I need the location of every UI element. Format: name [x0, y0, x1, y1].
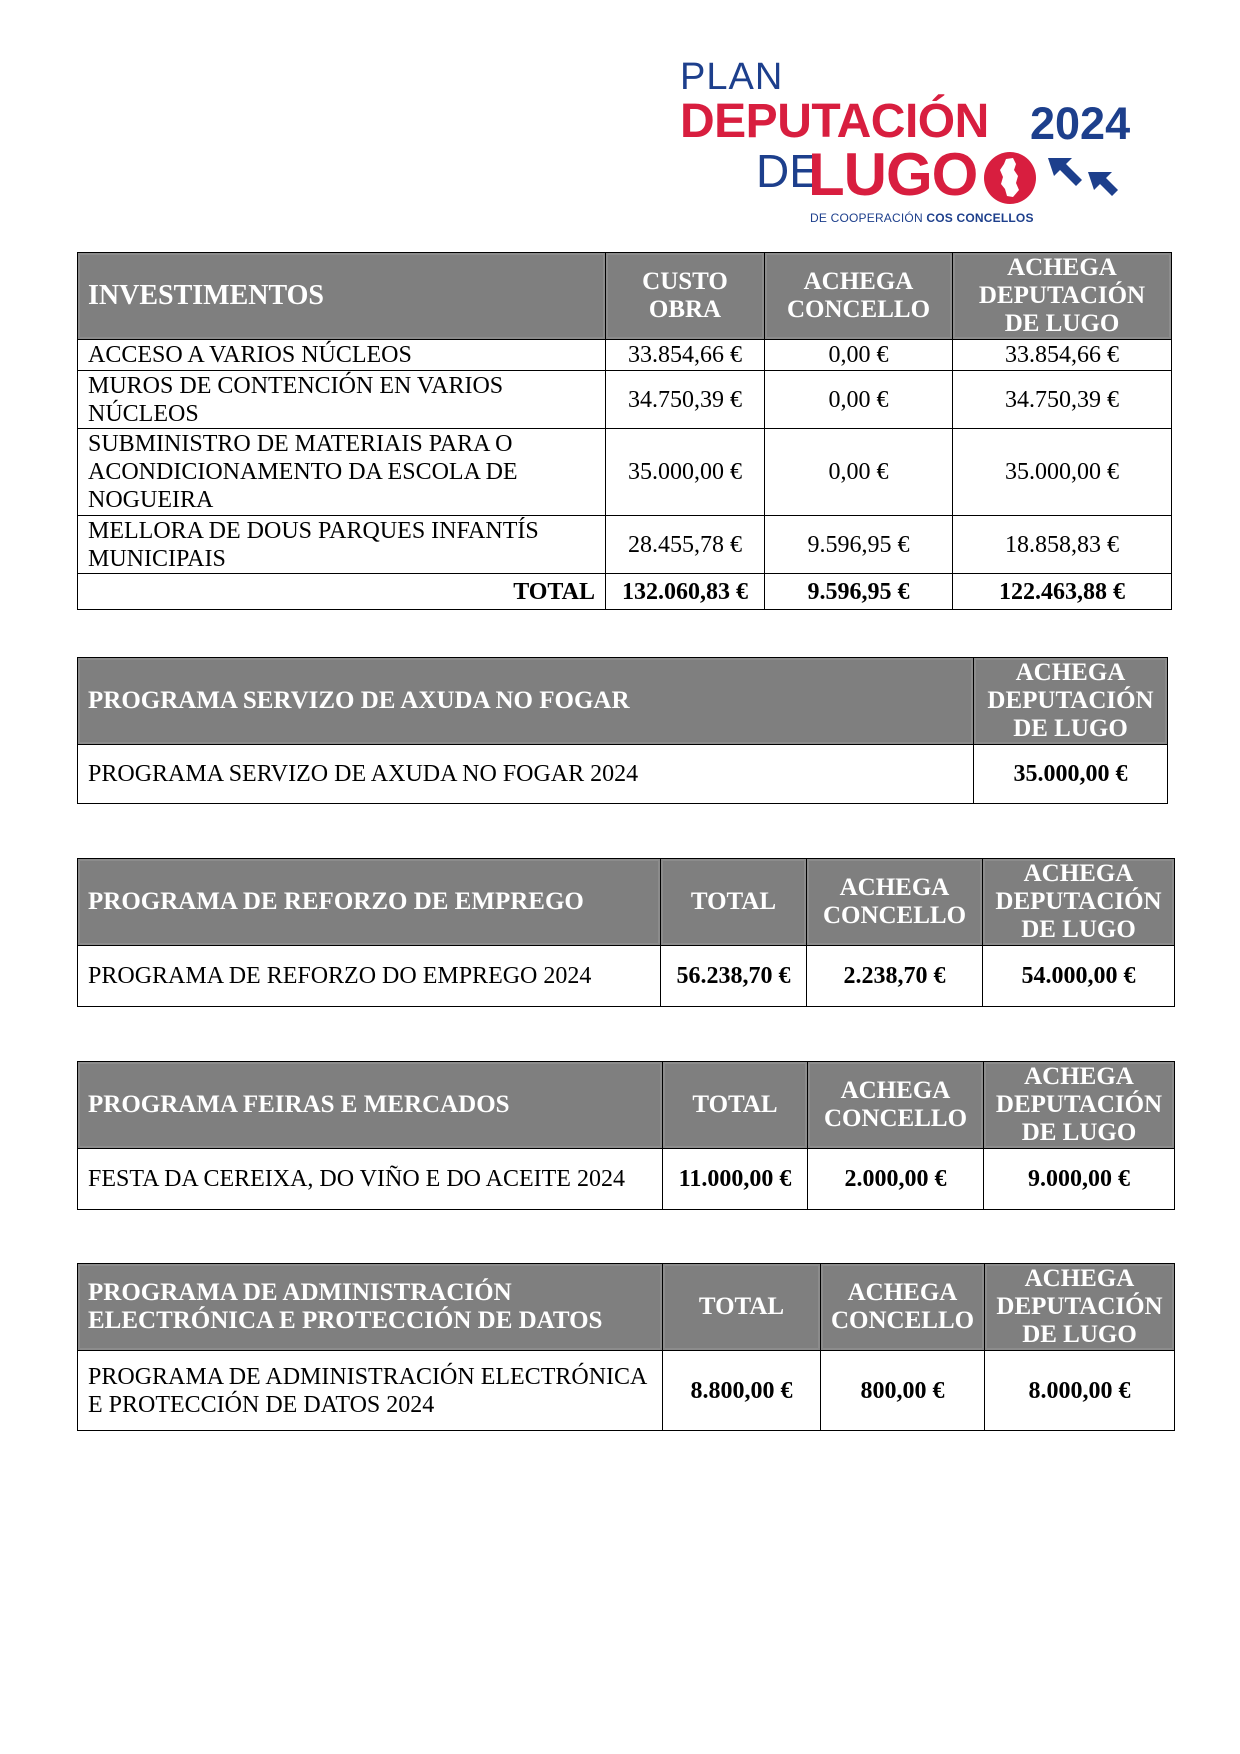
investimentos-table: [77, 252, 1172, 610]
row-total: 56.238,70 €: [661, 946, 807, 1007]
row-custo: 35.000,00 €: [606, 429, 765, 516]
row-concello: 2.000,00 €: [808, 1149, 984, 1210]
row-description: SUBMINISTRO DE MATERIAIS PARA O ACONDICIONAMENTO DA ESCOLA DE NOGUEIRA: [78, 429, 606, 516]
header-achega-deputacion: ACHEGA DEPUTACIÓN DE LUGO: [974, 658, 1168, 745]
row-description: ACCESO A VARIOS NÚCLEOS: [78, 340, 606, 371]
row-custo: 34.750,39 €: [606, 371, 765, 429]
row-description: PROGRAMA DE REFORZO DO EMPREGO 2024: [78, 946, 661, 1007]
row-deputacion: 18.858,83 €: [953, 516, 1172, 574]
total-concello: 9.596,95 €: [765, 574, 953, 610]
logo-year-text: 2024: [1030, 98, 1131, 149]
header-programa-administracion: PROGRAMA DE ADMINISTRACIÓN ELECTRÓNICA E PROTECCIÓN DE DATOS: [78, 1264, 663, 1351]
administracion-electronica-table: [77, 1263, 1175, 1431]
header-custo-obra: CUSTO OBRA: [606, 253, 765, 340]
header-achega-deputacion: ACHEGA DEPUTACIÓN DE LUGO: [953, 253, 1172, 340]
table-header-row: [78, 253, 1172, 340]
header-achega-concello: ACHEGA CONCELLO: [807, 859, 983, 946]
table-row: [78, 1149, 1175, 1210]
row-custo: 28.455,78 €: [606, 516, 765, 574]
row-deputacion: 9.000,00 €: [984, 1149, 1175, 1210]
header-achega-concello: ACHEGA CONCELLO: [808, 1062, 984, 1149]
logo-deputacion-text: DEPUTACIÓN: [680, 95, 989, 148]
row-custo: 33.854,66 €: [606, 340, 765, 371]
header-achega-deputacion: ACHEGA DEPUTACIÓN DE LUGO: [985, 1264, 1175, 1351]
table-row: [78, 429, 1172, 516]
header-investimentos: INVESTIMENTOS: [78, 253, 606, 340]
row-deputacion: 54.000,00 €: [983, 946, 1175, 1007]
row-deputacion: 33.854,66 €: [953, 340, 1172, 371]
table-header-row: [78, 658, 1168, 745]
arrows-icon: [1042, 154, 1118, 200]
row-description: PROGRAMA SERVIZO DE AXUDA NO FOGAR 2024: [78, 745, 974, 804]
table-row: [78, 1351, 1175, 1431]
row-concello: 2.238,70 €: [807, 946, 983, 1007]
row-concello: 0,00 €: [765, 429, 953, 516]
logo-plan-text: PLAN: [680, 56, 784, 98]
reforzo-emprego-table: [77, 858, 1175, 1007]
row-description: PROGRAMA DE ADMINISTRACIÓN ELECTRÓNICA E PROTECCIÓN DE DATOS 2024: [78, 1351, 663, 1431]
header-achega-deputacion: ACHEGA DEPUTACIÓN DE LUGO: [983, 859, 1175, 946]
header-total: TOTAL: [661, 859, 807, 946]
header-programa-reforzo: PROGRAMA DE REFORZO DE EMPREGO: [78, 859, 661, 946]
total-deputacion: 122.463,88 €: [953, 574, 1172, 610]
total-row: [78, 574, 1172, 610]
row-description: MUROS DE CONTENCIÓN EN VARIOS NÚCLEOS: [78, 371, 606, 429]
logo-lugo-text: LUGO: [808, 141, 978, 208]
row-description: MELLORA DE DOUS PARQUES INFANTÍS MUNICIPAIS: [78, 516, 606, 574]
row-concello: 9.596,95 €: [765, 516, 953, 574]
header-total: TOTAL: [663, 1264, 821, 1351]
row-deputacion: 8.000,00 €: [985, 1351, 1175, 1431]
table-header-row: [78, 1264, 1175, 1351]
total-label: TOTAL: [78, 574, 606, 610]
plan-deputacion-logo: [680, 58, 1160, 228]
row-total: 11.000,00 €: [663, 1149, 808, 1210]
row-description: FESTA DA CEREIXA, DO VIÑO E DO ACEITE 2024: [78, 1149, 663, 1210]
header-programa-feiras: PROGRAMA FEIRAS E MERCADOS: [78, 1062, 663, 1149]
row-total: 8.800,00 €: [663, 1351, 821, 1431]
header-achega-deputacion: ACHEGA DEPUTACIÓN DE LUGO: [984, 1062, 1175, 1149]
table-row: [78, 745, 1168, 804]
header-achega-concello: ACHEGA CONCELLO: [765, 253, 953, 340]
header-total: TOTAL: [663, 1062, 808, 1149]
feiras-mercados-table: [77, 1061, 1175, 1210]
table-header-row: [78, 1062, 1175, 1149]
total-custo: 132.060,83 €: [606, 574, 765, 610]
header-programa-axuda-fogar: PROGRAMA SERVIZO DE AXUDA NO FOGAR: [78, 658, 974, 745]
axuda-fogar-table: [77, 657, 1168, 804]
row-deputacion: 35.000,00 €: [974, 745, 1168, 804]
row-deputacion: 35.000,00 €: [953, 429, 1172, 516]
row-concello: 0,00 €: [765, 371, 953, 429]
logo-de-text: DE: [756, 145, 820, 197]
header-achega-concello: ACHEGA CONCELLO: [821, 1264, 985, 1351]
logo-cooperacion-text: DE COOPERACIÓN COS CONCELLOS: [810, 211, 1034, 225]
table-row: [78, 946, 1175, 1007]
table-header-row: [78, 859, 1175, 946]
row-concello: 0,00 €: [765, 340, 953, 371]
table-row: [78, 371, 1172, 429]
table-row: [78, 340, 1172, 371]
table-row: [78, 516, 1172, 574]
lugo-province-map-icon: [982, 150, 1038, 206]
row-concello: 800,00 €: [821, 1351, 985, 1431]
row-deputacion: 34.750,39 €: [953, 371, 1172, 429]
